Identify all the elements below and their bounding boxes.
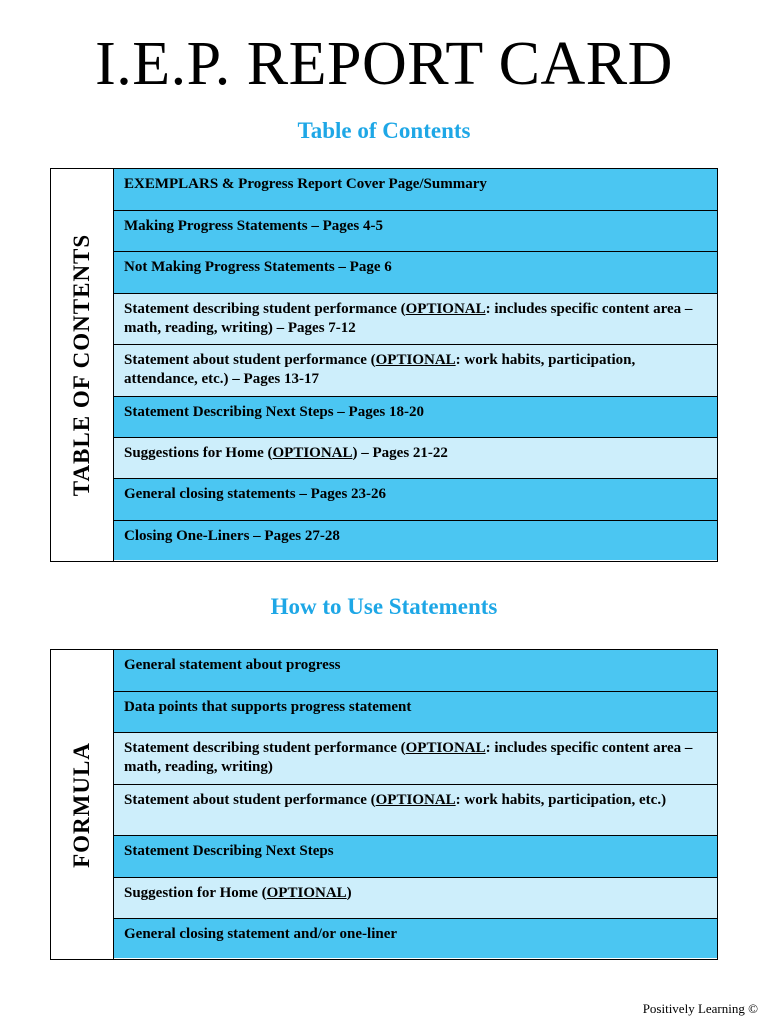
toc-row-text: Making Progress Statements – Pages 4-5 [124,218,383,234]
toc-row [114,438,717,479]
formula-row-text-pre: Suggestion for Home ( [124,885,267,901]
formula-row [114,878,717,919]
optional-label: OPTIONAL [272,445,353,461]
formula-row [114,733,717,785]
formula-table [50,649,718,960]
footer-credit: Positively Learning © [642,1001,758,1016]
toc-row [114,294,717,345]
toc-row-text-pre: Statement describing student performance ( [124,301,406,317]
optional-label: OPTIONAL [266,885,347,901]
page-title: I.E.P. REPORT CARD [95,30,673,98]
formula-row-text: General closing statement and/or one-liner [124,926,398,942]
formula-row-text: Data points that supports progress statement [124,699,412,715]
formula-row-text-post: ) [346,885,352,901]
formula-side-cell [51,650,114,959]
toc-row-text-post: : includes specific content area – math, reading, writing) – Pages 7-12 [124,301,693,336]
formula-row-text-pre: Statement describing student performance ( [124,740,406,756]
optional-label: OPTIONAL [375,792,456,808]
formula-row [114,650,717,692]
toc-side-cell [51,169,114,561]
toc-row [114,345,717,397]
toc-row-text: Not Making Progress Statements – Page 6 [124,259,392,275]
optional-label: OPTIONAL [405,301,486,317]
toc-heading: Table of Contents [297,118,471,143]
toc-row-text: Statement Describing Next Steps – Pages 18-20 [124,404,424,420]
toc-side-label: TABLE OF CONTENTS [69,233,94,497]
formula-row [114,836,717,878]
toc-row [114,211,717,252]
formula-side-label: FORMULA [69,741,94,868]
toc-row-text-post: : work habits, participation, attendance, etc.) – Pages 13-17 [124,352,636,387]
toc-row-text-pre: Suggestions for Home ( [124,445,273,461]
toc-row [114,252,717,294]
toc-table [50,168,718,562]
toc-row-text-post: ) – Pages 21-22 [352,445,448,461]
formula-row-text-pre: Statement about student performance ( [124,792,376,808]
toc-row [114,169,717,211]
formula-row-text-post: : includes specific content area – math, reading, writing) [124,740,693,775]
optional-label: OPTIONAL [405,740,486,756]
toc-row-text: EXEMPLARS & Progress Report Cover Page/Summary [124,176,487,192]
toc-row [114,521,717,560]
toc-row-text-pre: Statement about student performance ( [124,352,376,368]
formula-row [114,919,717,958]
toc-row [114,479,717,521]
toc-row-text: Closing One-Liners – Pages 27-28 [124,528,340,544]
formula-row [114,692,717,733]
optional-label: OPTIONAL [375,352,456,368]
formula-row-text-post: : work habits, participation, etc.) [455,792,667,808]
toc-row-text: General closing statements – Pages 23-26 [124,486,387,502]
formula-heading: How to Use Statements [270,594,498,619]
formula-row [114,785,717,836]
toc-row [114,397,717,438]
formula-row-text: General statement about progress [124,657,341,673]
formula-row-text: Statement Describing Next Steps [124,843,334,859]
